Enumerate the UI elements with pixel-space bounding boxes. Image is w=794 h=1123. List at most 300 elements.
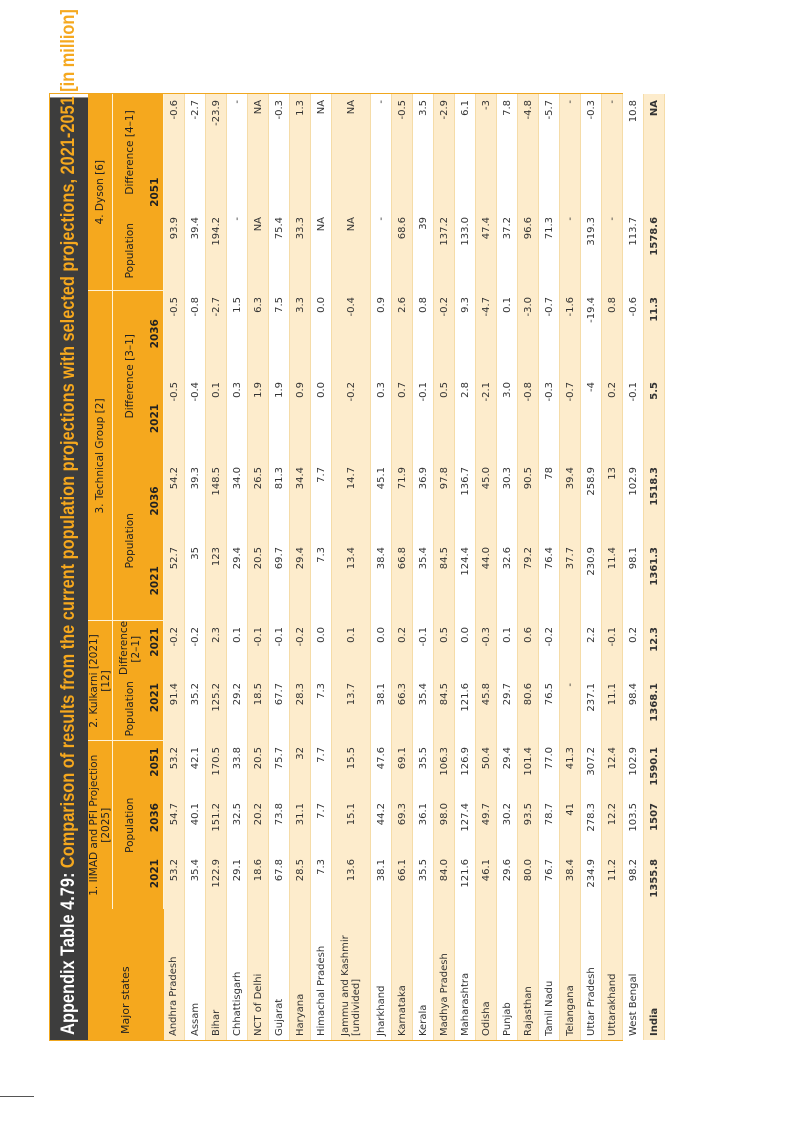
- value-cell: 11.3: [644, 291, 665, 376]
- value-cell: -0.6: [623, 291, 644, 376]
- state-name: Telangana: [560, 909, 581, 1040]
- value-cell: 20.5: [248, 541, 269, 621]
- value-cell: 29.4: [497, 741, 518, 797]
- header-year-technical-diff-2036: 2036: [147, 291, 164, 376]
- header-kulkarni-population: Population: [113, 677, 148, 741]
- value-cell: 319.3: [581, 211, 602, 291]
- value-cell: 0.3: [227, 376, 248, 461]
- header-iimad-population: Population: [113, 741, 148, 909]
- table-row: [227, 94, 248, 1040]
- value-cell: 34.4: [290, 461, 311, 541]
- value-cell: 15.5: [332, 741, 371, 797]
- value-cell: 1.3: [290, 94, 311, 211]
- value-cell: 35.4: [185, 853, 206, 909]
- value-cell: 69.7: [269, 541, 290, 621]
- value-cell: 53.2: [164, 741, 185, 797]
- value-cell: 44.2: [371, 797, 392, 853]
- table-title-text: Comparison of results from the current population projections with selected projections, 2021-2051 [in million]: [58, 9, 79, 869]
- value-cell: 75.4: [269, 211, 290, 291]
- value-cell: 136.7: [455, 461, 476, 541]
- value-cell: 73.8: [269, 797, 290, 853]
- value-cell: 71.3: [539, 211, 560, 291]
- state-name: Gujarat: [269, 909, 290, 1040]
- value-cell: 53.2: [164, 853, 185, 909]
- state-name: Chhattisgarh: [227, 909, 248, 1040]
- table-row: [413, 94, 434, 1040]
- value-cell: 96.6: [518, 211, 539, 291]
- table-title-prefix: Appendix Table 4.79:: [58, 872, 79, 1035]
- value-cell: 75.7: [269, 741, 290, 797]
- value-cell: 38.4: [371, 541, 392, 621]
- value-cell: 33.3: [290, 211, 311, 291]
- value-cell: 0.0: [311, 291, 332, 376]
- state-name: Himachal Pradesh: [311, 909, 332, 1040]
- value-cell: 52.7: [164, 541, 185, 621]
- value-cell: 93.5: [518, 797, 539, 853]
- value-cell: 2.2: [581, 621, 602, 677]
- table-row: [602, 94, 623, 1040]
- value-cell: NA: [644, 94, 665, 211]
- table-panel: [50, 9, 660, 1040]
- state-name: Maharashtra: [455, 909, 476, 1040]
- value-cell: 3.3: [290, 291, 311, 376]
- value-cell: -: [371, 94, 392, 211]
- value-cell: 76.4: [539, 541, 560, 621]
- value-cell: 6.1: [455, 94, 476, 211]
- value-cell: 67.8: [269, 853, 290, 909]
- state-name: Kerala: [413, 909, 434, 1040]
- value-cell: 66.1: [392, 853, 413, 909]
- value-cell: 98.1: [623, 541, 644, 621]
- value-cell: 13.6: [332, 853, 371, 909]
- value-cell: 0.2: [392, 621, 413, 677]
- value-cell: 1507: [644, 797, 665, 853]
- value-cell: 258.9: [581, 461, 602, 541]
- value-cell: 84.5: [434, 541, 455, 621]
- value-cell: -: [560, 677, 581, 741]
- value-cell: 37.2: [497, 211, 518, 291]
- value-cell: 307.2: [581, 741, 602, 797]
- header-group-dyson: 4. Dyson [6]: [88, 94, 113, 291]
- value-cell: 1.9: [248, 376, 269, 461]
- value-cell: -0.1: [248, 621, 269, 677]
- value-cell: 77.0: [539, 741, 560, 797]
- header-year-dyson-2051: 2051: [147, 94, 164, 291]
- value-cell: 44.0: [476, 541, 497, 621]
- value-cell: 41.3: [560, 741, 581, 797]
- state-name: Rajasthan: [518, 909, 539, 1040]
- value-cell: -0.2: [164, 621, 185, 677]
- value-cell: 98.4: [623, 677, 644, 741]
- value-cell: 35.2: [185, 677, 206, 741]
- value-cell: 68.6: [392, 211, 413, 291]
- value-cell: -: [560, 211, 581, 291]
- value-cell: 126.9: [455, 741, 476, 797]
- value-cell: -0.5: [392, 94, 413, 211]
- value-cell: 81.3: [269, 461, 290, 541]
- value-cell: 1518.3: [644, 461, 665, 541]
- value-cell: 0.2: [623, 621, 644, 677]
- table-row: [392, 94, 413, 1040]
- header-year-iimad-2021: 2021: [147, 853, 164, 909]
- state-name: Tamil Nadu: [539, 909, 560, 1040]
- value-cell: -0.2: [332, 376, 371, 461]
- value-cell: 123: [206, 541, 227, 621]
- value-cell: 7.3: [311, 677, 332, 741]
- value-cell: -0.4: [332, 291, 371, 376]
- value-cell: -0.3: [539, 376, 560, 461]
- value-cell: 39: [413, 211, 434, 291]
- table-row: [311, 94, 332, 1040]
- value-cell: 0.7: [392, 376, 413, 461]
- table-row: [185, 94, 206, 1040]
- header-year-kulkarni-diff-2021: 2021: [147, 621, 164, 677]
- value-cell: 39.3: [185, 461, 206, 541]
- value-cell: 7.7: [311, 797, 332, 853]
- value-cell: 29.6: [497, 853, 518, 909]
- state-name: Assam: [185, 909, 206, 1040]
- value-cell: -0.5: [164, 376, 185, 461]
- value-cell: 7.7: [311, 741, 332, 797]
- value-cell: 0.9: [290, 376, 311, 461]
- value-cell: 122.9: [206, 853, 227, 909]
- value-cell: 0.1: [227, 621, 248, 677]
- value-cell: NA: [311, 94, 332, 211]
- total-row: [644, 94, 665, 1040]
- header-year-iimad-2036: 2036: [147, 797, 164, 853]
- value-cell: 1.9: [269, 376, 290, 461]
- value-cell: -0.2: [290, 621, 311, 677]
- value-cell: -0.2: [539, 621, 560, 677]
- value-cell: -5.7: [539, 94, 560, 211]
- value-cell: -0.7: [539, 291, 560, 376]
- value-cell: 80.6: [518, 677, 539, 741]
- state-name: Bihar: [206, 909, 227, 1040]
- value-cell: -0.5: [164, 291, 185, 376]
- value-cell: 32: [290, 741, 311, 797]
- value-cell: 1368.1: [644, 677, 665, 741]
- value-cell: 76.5: [539, 677, 560, 741]
- value-cell: 42.1: [185, 741, 206, 797]
- value-cell: -0.2: [185, 621, 206, 677]
- table-title: [50, 9, 88, 1040]
- value-cell: 124.4: [455, 541, 476, 621]
- value-cell: -2.7: [206, 291, 227, 376]
- value-cell: 84.5: [434, 677, 455, 741]
- value-cell: 13: [602, 461, 623, 541]
- value-cell: -0.3: [581, 94, 602, 211]
- value-cell: 46.1: [476, 853, 497, 909]
- value-cell: 101.4: [518, 741, 539, 797]
- table-row: [434, 94, 455, 1040]
- value-cell: 103.5: [623, 797, 644, 853]
- value-cell: -3: [476, 94, 497, 211]
- value-cell: -: [227, 211, 248, 291]
- value-cell: 29.1: [227, 853, 248, 909]
- value-cell: 40.1: [185, 797, 206, 853]
- value-cell: 41: [560, 797, 581, 853]
- value-cell: 12.4: [602, 741, 623, 797]
- value-cell: 80.0: [518, 853, 539, 909]
- value-cell: 39.4: [185, 211, 206, 291]
- value-cell: 0.0: [455, 621, 476, 677]
- value-cell: 237.1: [581, 677, 602, 741]
- value-cell: 6.3: [248, 291, 269, 376]
- value-cell: 36.1: [413, 797, 434, 853]
- value-cell: 10.8: [623, 94, 644, 211]
- value-cell: 1.5: [227, 291, 248, 376]
- table-row: [206, 94, 227, 1040]
- value-cell: 127.4: [455, 797, 476, 853]
- value-cell: 7.3: [311, 853, 332, 909]
- value-cell: 14.7: [332, 461, 371, 541]
- value-cell: 45.8: [476, 677, 497, 741]
- value-cell: -0.1: [623, 376, 644, 461]
- state-name: Karnataka: [392, 909, 413, 1040]
- value-cell: NA: [332, 211, 371, 291]
- value-cell: 28.5: [290, 853, 311, 909]
- table-row: [581, 94, 602, 1040]
- value-cell: -0.1: [413, 376, 434, 461]
- value-cell: 35.5: [413, 853, 434, 909]
- state-name: Jharkhand: [371, 909, 392, 1040]
- value-cell: -0.1: [269, 621, 290, 677]
- header-technical-difference: Difference [3–1]: [113, 291, 148, 461]
- value-cell: 0.0: [371, 621, 392, 677]
- value-cell: 0.8: [602, 291, 623, 376]
- value-cell: 151.2: [206, 797, 227, 853]
- table-row: [290, 94, 311, 1040]
- value-cell: 3.5: [413, 94, 434, 211]
- value-cell: -3.0: [518, 291, 539, 376]
- value-cell: 125.2: [206, 677, 227, 741]
- value-cell: 11.1: [602, 677, 623, 741]
- value-cell: 13.4: [332, 541, 371, 621]
- value-cell: 91.4: [164, 677, 185, 741]
- value-cell: 47.6: [371, 741, 392, 797]
- value-cell: 113.7: [623, 211, 644, 291]
- state-name: India: [644, 909, 665, 1040]
- value-cell: -: [560, 94, 581, 211]
- header-year-iimad-2051: 2051: [147, 741, 164, 797]
- value-cell: 102.9: [623, 461, 644, 541]
- value-cell: -0.3: [269, 94, 290, 211]
- header-group-kulkarni: 2. Kulkarni [2021] [12]: [88, 621, 113, 741]
- state-name: NCT of Delhi: [248, 909, 269, 1040]
- header-major-states: Major states: [88, 909, 164, 1040]
- value-cell: 18.5: [248, 677, 269, 741]
- value-cell: -: [371, 211, 392, 291]
- value-cell: 3.0: [497, 376, 518, 461]
- table-row: [371, 94, 392, 1040]
- value-cell: -: [227, 94, 248, 211]
- value-cell: 69.1: [392, 741, 413, 797]
- value-cell: 133.0: [455, 211, 476, 291]
- value-cell: 1578.6: [644, 211, 665, 291]
- table-body: [164, 94, 665, 1040]
- value-cell: 11.4: [602, 541, 623, 621]
- value-cell: -0.1: [413, 621, 434, 677]
- value-cell: 30.3: [497, 461, 518, 541]
- value-cell: -0.8: [518, 376, 539, 461]
- value-cell: -0.7: [560, 376, 581, 461]
- value-cell: 32.5: [227, 797, 248, 853]
- value-cell: 0.5: [434, 376, 455, 461]
- value-cell: 50.4: [476, 741, 497, 797]
- footer-rule: [0, 1096, 34, 1097]
- value-cell: 7.8: [497, 94, 518, 211]
- header-group-iimad: 1. IIMAD and PFI Projection [2025]: [88, 741, 113, 909]
- value-cell: 71.9: [392, 461, 413, 541]
- value-cell: -1.6: [560, 291, 581, 376]
- value-cell: 106.3: [434, 741, 455, 797]
- value-cell: 13.7: [332, 677, 371, 741]
- header-kulkarni-difference: Difference [2–1]: [113, 621, 148, 677]
- value-cell: 30.2: [497, 797, 518, 853]
- value-cell: 29.4: [227, 541, 248, 621]
- value-cell: 29.4: [290, 541, 311, 621]
- value-cell: 0.1: [497, 621, 518, 677]
- value-cell: 49.7: [476, 797, 497, 853]
- value-cell: -: [602, 211, 623, 291]
- value-cell: 32.6: [497, 541, 518, 621]
- value-cell: 78: [539, 461, 560, 541]
- value-cell: 35.5: [413, 741, 434, 797]
- value-cell: 0.2: [602, 376, 623, 461]
- state-name: Andhra Pradesh: [164, 909, 185, 1040]
- value-cell: 45.0: [476, 461, 497, 541]
- value-cell: 69.3: [392, 797, 413, 853]
- value-cell: 7.5: [269, 291, 290, 376]
- value-cell: 39.4: [560, 461, 581, 541]
- table-row: [497, 94, 518, 1040]
- value-cell: 1355.8: [644, 853, 665, 909]
- value-cell: 26.5: [248, 461, 269, 541]
- value-cell: 0.0: [311, 376, 332, 461]
- table-row: [623, 94, 644, 1040]
- value-cell: 93.9: [164, 211, 185, 291]
- value-cell: 15.1: [332, 797, 371, 853]
- value-cell: 2.3: [206, 621, 227, 677]
- value-cell: 0.1: [206, 376, 227, 461]
- value-cell: 194.2: [206, 211, 227, 291]
- value-cell: 148.5: [206, 461, 227, 541]
- value-cell: 20.2: [248, 797, 269, 853]
- value-cell: NA: [248, 211, 269, 291]
- value-cell: 11.2: [602, 853, 623, 909]
- value-cell: NA: [332, 94, 371, 211]
- value-cell: 47.4: [476, 211, 497, 291]
- value-cell: -0.3: [476, 621, 497, 677]
- state-name: Jammu and Kashmir [undivided]: [332, 909, 371, 1040]
- value-cell: [560, 621, 581, 677]
- state-name: Haryana: [290, 909, 311, 1040]
- table-row: [560, 94, 581, 1040]
- value-cell: 0.0: [311, 621, 332, 677]
- header-year-technical-pop-2036: 2036: [147, 461, 164, 541]
- rotated-table-frame: [49, 9, 660, 1041]
- value-cell: 121.6: [455, 677, 476, 741]
- value-cell: 170.5: [206, 741, 227, 797]
- value-cell: 78.7: [539, 797, 560, 853]
- value-cell: 38.4: [560, 853, 581, 909]
- value-cell: 45.1: [371, 461, 392, 541]
- value-cell: 0.1: [332, 621, 371, 677]
- value-cell: -23.9: [206, 94, 227, 211]
- value-cell: 0.5: [434, 621, 455, 677]
- value-cell: -2.7: [185, 94, 206, 211]
- value-cell: 38.1: [371, 853, 392, 909]
- value-cell: -4.7: [476, 291, 497, 376]
- value-cell: 79.2: [518, 541, 539, 621]
- value-cell: 278.3: [581, 797, 602, 853]
- value-cell: 0.9: [371, 291, 392, 376]
- value-cell: -2.1: [476, 376, 497, 461]
- value-cell: 35.4: [413, 541, 434, 621]
- value-cell: -0.4: [185, 376, 206, 461]
- header-technical-population: Population: [113, 461, 148, 621]
- value-cell: 5.5: [644, 376, 665, 461]
- value-cell: 137.2: [434, 211, 455, 291]
- table-row: [455, 94, 476, 1040]
- value-cell: 7.3: [311, 541, 332, 621]
- value-cell: 35.4: [413, 677, 434, 741]
- value-cell: 0.3: [371, 376, 392, 461]
- value-cell: -0.2: [434, 291, 455, 376]
- table-row: [476, 94, 497, 1040]
- value-cell: 54.7: [164, 797, 185, 853]
- header-group-technical: 3. Technical Group [2]: [88, 291, 113, 621]
- table-row: [518, 94, 539, 1040]
- value-cell: 28.3: [290, 677, 311, 741]
- table-row: [539, 94, 560, 1040]
- state-name: Uttarakhand: [602, 909, 623, 1040]
- value-cell: 7.7: [311, 461, 332, 541]
- value-cell: 12.3: [644, 621, 665, 677]
- value-cell: 234.9: [581, 853, 602, 909]
- value-cell: 34.0: [227, 461, 248, 541]
- table-row: [269, 94, 290, 1040]
- value-cell: 20.5: [248, 741, 269, 797]
- state-name: Punjab: [497, 909, 518, 1040]
- value-cell: 38.1: [371, 677, 392, 741]
- header-dyson-difference: Difference [4–1]: [113, 94, 148, 211]
- value-cell: -2.9: [434, 94, 455, 211]
- state-name: Uttar Pradesh: [581, 909, 602, 1040]
- value-cell: 35: [185, 541, 206, 621]
- value-cell: 67.7: [269, 677, 290, 741]
- header-year-kulkarni-pop-2021: 2021: [147, 677, 164, 741]
- value-cell: 102.9: [623, 741, 644, 797]
- value-cell: 76.7: [539, 853, 560, 909]
- value-cell: 1590.1: [644, 741, 665, 797]
- value-cell: -4: [581, 376, 602, 461]
- value-cell: NA: [311, 211, 332, 291]
- value-cell: 84.0: [434, 853, 455, 909]
- table-row: [164, 94, 185, 1040]
- value-cell: 66.8: [392, 541, 413, 621]
- state-name: Madhya Pradesh: [434, 909, 455, 1040]
- value-cell: 33.8: [227, 741, 248, 797]
- value-cell: -: [602, 94, 623, 211]
- value-cell: 2.6: [392, 291, 413, 376]
- value-cell: 36.9: [413, 461, 434, 541]
- table-row: [332, 94, 371, 1040]
- header-dyson-population: Population: [113, 211, 148, 291]
- state-name: West Bengal: [623, 909, 644, 1040]
- header-year-technical-diff-2021: 2021: [147, 376, 164, 461]
- value-cell: 90.5: [518, 461, 539, 541]
